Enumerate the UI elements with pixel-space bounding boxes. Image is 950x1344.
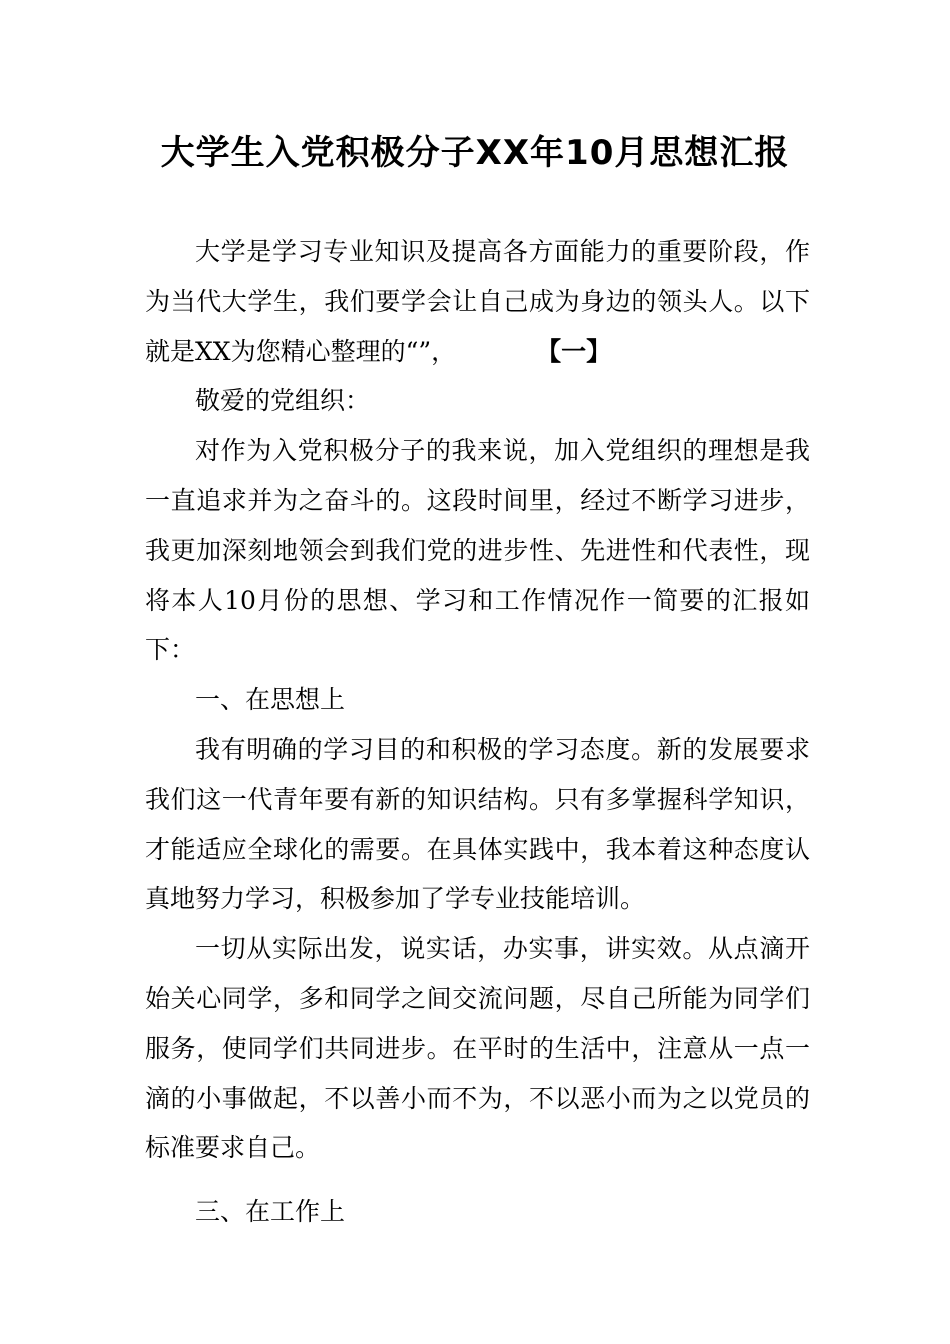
intro-paragraph (145, 227, 810, 376)
section-heading-1: 一、在思想上 (195, 685, 346, 715)
paragraph-3: 一切从实际出发，说实话，办实事，讲实效。从点滴开始关心同学，多和同学之间交流问题，尽自己所能为同学们服务，使同学们共同进步。在平时的生活中，注意从一点一滴的小事做起，不以善小而不为，不以恶小而为之以党员的标准要求自己。 (145, 934, 810, 1163)
intro-bracket: 【一】 (536, 336, 612, 366)
section-heading-3: 三、在工作上 (195, 1197, 346, 1227)
paragraph-1: 对作为入党积极分子的我来说，加入党组织的理想是我一直追求并为之奋斗的。这段时间里，经过不断学习进步，我更加深刻地领会到我们党的进步性、先进性和代表性，现将本人10月份的思想、学习和工作情况作一简要的汇报如下： (145, 436, 810, 665)
document-title: 大学生入党积极分子XX年10月思想汇报 (160, 133, 790, 173)
salutation: 敬爱的党组织： (195, 386, 371, 416)
intro-text: 大学是学习专业知识及提高各方面能力的重要阶段，作为当代大学生，我们要学会让自己成为身边的领头人。以下就是XX为您精心整理的“”， (145, 237, 810, 366)
document-body (145, 227, 810, 1237)
paragraph-2: 我有明确的学习目的和积极的学习态度。新的发展要求我们这一代青年要有新的知识结构。只有多掌握科学知识，才能适应全球化的需要。在具体实践中，我本着这种态度认真地努力学习，积极参加了学专业技能培训。 (145, 734, 810, 914)
